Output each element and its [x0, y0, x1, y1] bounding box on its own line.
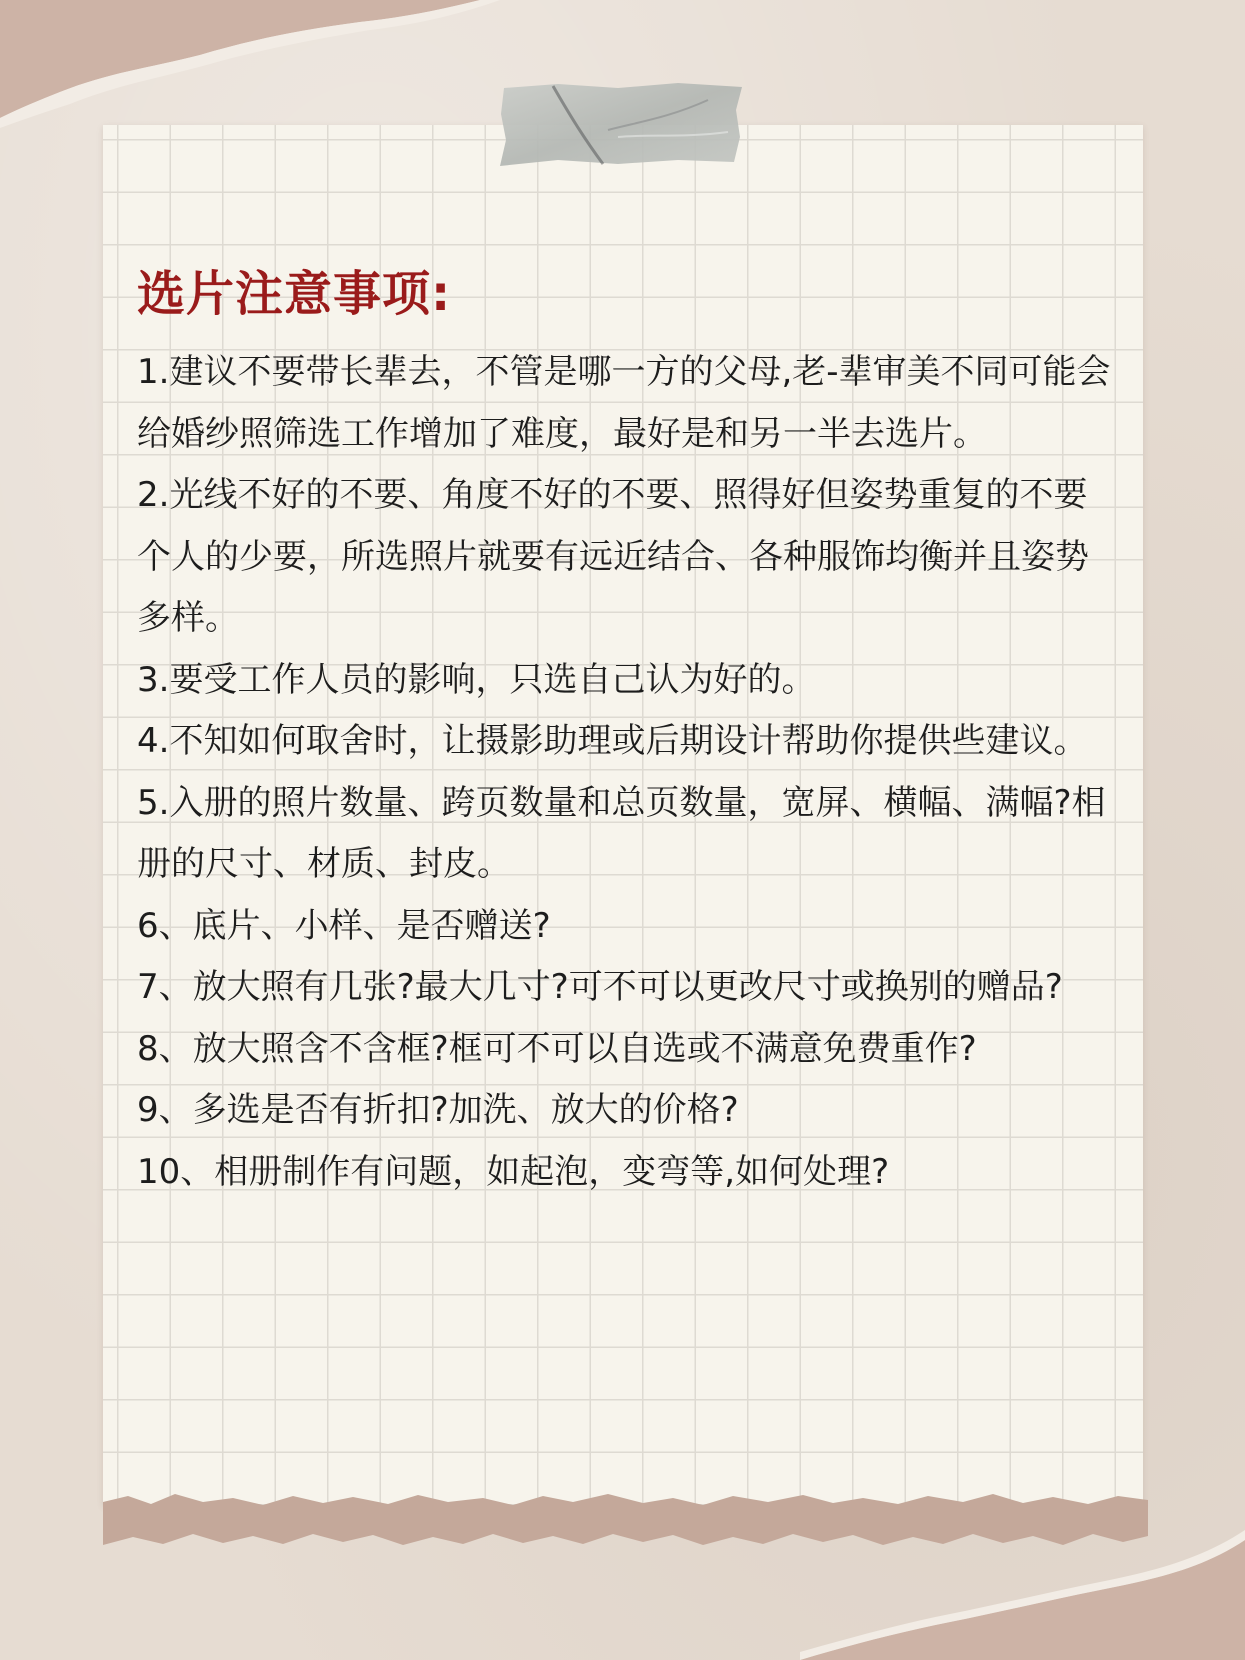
list-item: 8、放大照含不含框?框可不可以自选或不满意免费重作?: [137, 1028, 977, 1069]
tape-icon: [498, 82, 746, 168]
list-item: 1.建议不要带长辈去，不管是哪一方的父母,老-辈审美不同可能会给婚纱照筛选工作增加了难度，最好是和另一半去选片。: [137, 352, 1111, 454]
list-item: 2.光线不好的不要、角度不好的不要、照得好但姿势重复的不要个人的少要，所选照片就要有远近结合、各种服饰均衡并且姿势多样。: [137, 475, 1089, 638]
list-item: 6、底片、小样、是否赠送?: [137, 905, 551, 946]
sheet-torn-bottom-edge: [103, 1490, 1148, 1560]
list-item: 4.不知如何取舍时，让摄影助理或后期设计帮助你提供些建议。: [137, 721, 1088, 761]
page-title: 选片注意事项:: [137, 266, 452, 322]
notes-list: [137, 342, 1112, 1203]
list-item: 10、相册制作有问题，如起泡，变弯等,如何处理?: [137, 1151, 890, 1192]
list-item: 7、放大照有几张?最大几寸?可不可以更改尺寸或换别的赠品?: [137, 967, 1063, 1007]
list-item: 5.入册的照片数量、跨页数量和总页数量，宽屏、横幅、满幅?相册的尺寸、材质、封皮。: [137, 782, 1106, 884]
list-item: 3.要受工作人员的影响，只选自己认为好的。: [137, 659, 816, 700]
list-item: 9、多选是否有折扣?加洗、放大的价格?: [137, 1090, 739, 1130]
